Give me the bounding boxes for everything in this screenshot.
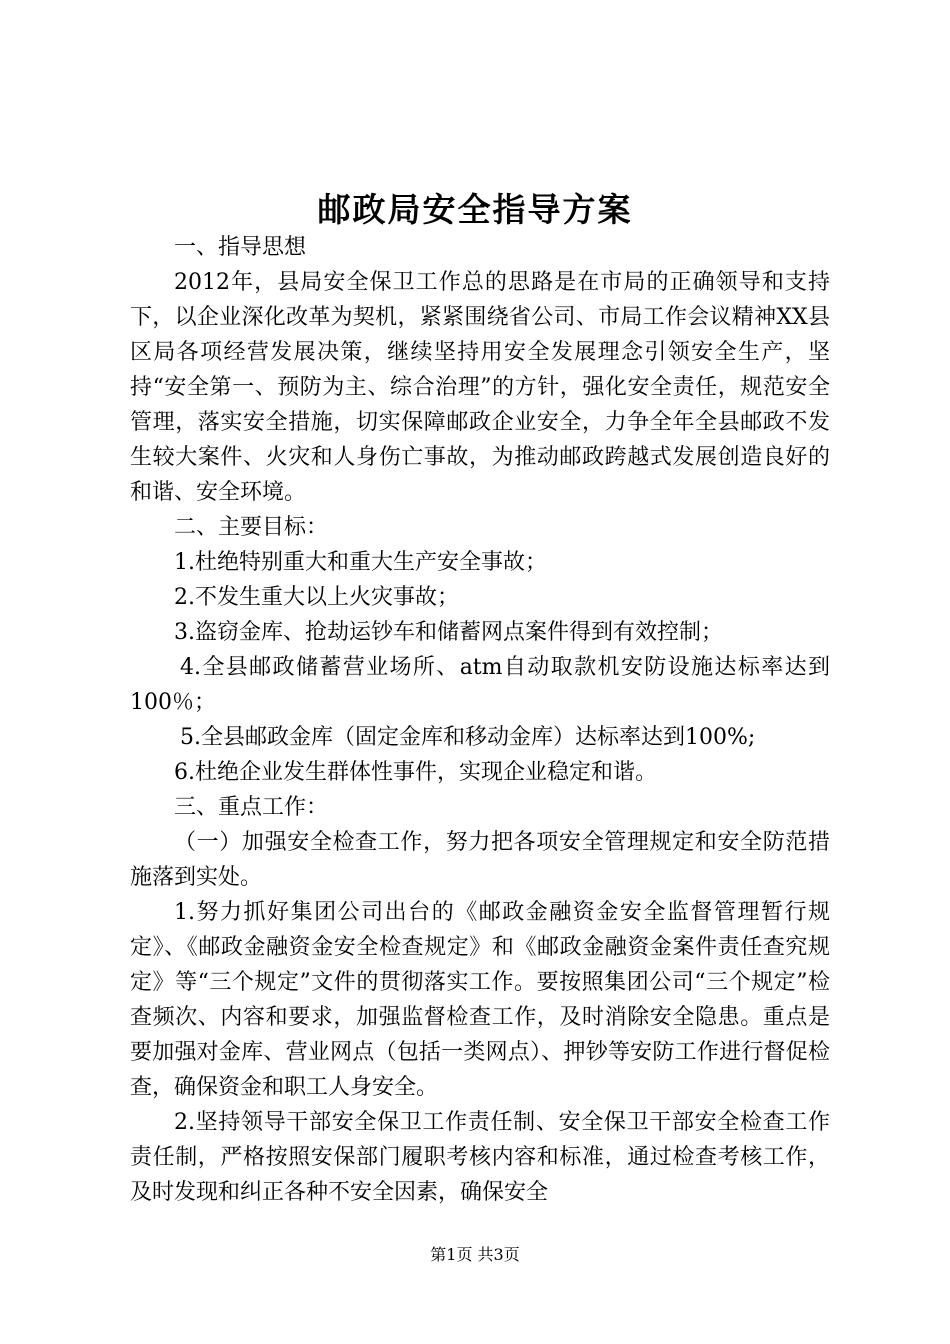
list-item: 4.全县邮政储蓄营业场所、atm自动取款机安防设施达标率达到100％； (130, 655, 830, 715)
section-heading-3: 三、重点工作： (174, 795, 329, 820)
subsection-heading: （一）加强安全检查工作，努力把各项安全管理规定和安全防范措施落到实处。 (130, 830, 830, 890)
document-body (130, 230, 830, 1210)
list-item: 2.不发生重大以上火灾事故； (174, 585, 459, 610)
paragraph: 2.坚持领导干部安全保卫工作责任制、安全保卫干部安全检查工作责任制，严格按照安保部门履职考核内容和标准，通过检查考核工作，及时发现和纠正各种不安全因素，确保安全 (130, 1110, 830, 1205)
paragraph: 2012年，县局安全保卫工作总的思路是在市局的正确领导和支持下，以企业深化改革为契机，紧紧围绕省公司、市局工作会议精神XX县区局各项经营发展决策，继续坚持用安全发展理念引领安全生产，坚持“安全第一、预防为主、综合治理”的方针，强化安全责任，规范安全管理，落实安全措施，切实保障邮政企业安全，力争全年全县邮政不发生较大案件、火灾和人身伤亡事故，为推动邮政跨越式发展创造良好的和谐、安全环境。 (130, 270, 830, 505)
document-title: 邮政局安全指导方案 (317, 190, 633, 229)
section-heading-1: 一、指导思想 (174, 235, 307, 260)
list-item: 6.杜绝企业发生群体性事件，实现企业稳定和谐。 (174, 760, 657, 785)
list-item: 5.全县邮政金库（固定金库和移动金库）达标率达到100%; (180, 725, 756, 750)
paragraph: 1.努力抓好集团公司出台的《邮政金融资金安全监督管理暂行规定》、《邮政金融资金安全检查规定》和《邮政金融资金案件责任查究规定》等“三个规定”文件的贯彻落实工作。要按照集团公司“三个规定”检查频次、内容和要求，加强监督检查工作，及时消除安全隐患。重点是要加强对金库、营业网点（包括一类网点）、押钞等安防工作进行督促检查，确保资金和职工人身安全。 (130, 900, 830, 1100)
list-item: 3.盗窃金库、抢劫运钞车和储蓄网点案件得到有效控制； (174, 620, 723, 645)
list-item: 1.杜绝特别重大和重大生产安全事故； (174, 550, 547, 575)
page-footer: 第1页 共3页 (430, 1245, 520, 1264)
section-heading-2: 二、主要目标： (174, 515, 329, 540)
